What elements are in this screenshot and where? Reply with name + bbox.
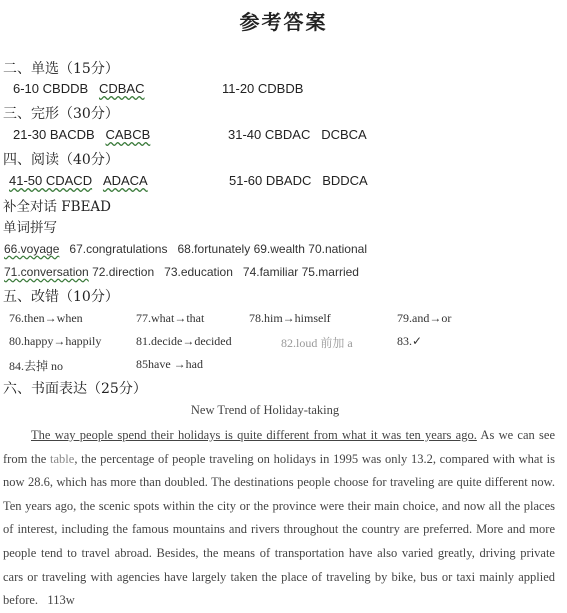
spelling-heading: 单词拼写 [3, 220, 57, 236]
section-5-heading: 五、改错（10分） [3, 289, 119, 305]
correction-78: 78.him→himself [249, 311, 331, 325]
answers-51-60-b: BDDCA [322, 173, 368, 188]
spelling-74: 74.familiar [242, 265, 299, 279]
answers-41-50: 41-50 CDACD [9, 173, 93, 188]
spelling-66: 66.voyage [4, 242, 60, 256]
essay-text-table: table [50, 451, 75, 466]
spelling-line-1 [4, 242, 367, 256]
section-2-answers-6-10 [13, 81, 145, 96]
page-title: 参考答案 [239, 10, 328, 34]
correction-76: 76.then→when [9, 311, 83, 325]
spelling-67: 67.congratulations [69, 242, 168, 256]
answers-51-60: 51-60 DBADC [229, 173, 312, 188]
spelling-72: 72.direction [92, 265, 155, 279]
spelling-71: 71.conversation [4, 265, 89, 279]
answers-6-10: 6-10 CBDDB [13, 81, 89, 96]
essay-topic-sentence: The way people spend their holidays is quite different from what it was ten years ago. [31, 428, 477, 442]
essay-text-b: , the percentage of people traveling on holidays in 1995 was only 13.2, compared with what is now 28.6, which has more than doubled. The destinations people choose for traveling are quite different now. Ten years ago, the scenic spots within the city or the province were their main choice, and now all the places of interest, including the famous mountains and rivers throughout the country are preferred. More and more people tend to travel abroad. Besides, the means of transportation have also varied greatly, driving private cars or traveling with agencies have largely taken the place of traveling by bike, bus or taxi mainly applied before. [3, 451, 555, 608]
correction-80: 80.happy→happily [9, 334, 102, 348]
section-4-answers-41-50 [9, 173, 148, 188]
answers-31-40: 31-40 CBDAC [228, 127, 311, 142]
section-4-heading: 四、阅读（40分） [3, 152, 119, 168]
answers-21-30-b: CABCB [105, 127, 151, 142]
correction-81: 81.decide→decided [136, 334, 232, 348]
spelling-line-2 [4, 265, 359, 279]
essay-text-a: As we can see from the [3, 428, 555, 466]
essay-title: New Trend of Holiday-taking [190, 403, 340, 417]
answers-31-40-b: DCBCA [321, 127, 367, 142]
correction-85: 85have →had [136, 357, 203, 371]
word-count: 113w [47, 593, 75, 608]
dialogue-answers: 补全对话 FBEAD [3, 199, 112, 215]
correction-82: 82.loud 前加 a [281, 336, 353, 350]
essay-body [3, 424, 555, 613]
section-3-heading: 三、完形（30分） [3, 106, 119, 122]
correction-77: 77.what→that [136, 311, 205, 325]
answers-41-50-b: ADACA [102, 173, 148, 188]
correction-79: 79.and→or [397, 311, 452, 325]
section-3-answers-31-40 [228, 127, 367, 142]
spelling-73: 73.education [164, 265, 233, 279]
spelling-70: 70.national [308, 242, 367, 256]
answers-6-10-b: CDBAC [98, 81, 145, 96]
section-6-heading: 六、书面表达（25分） [3, 381, 147, 397]
answers-21-30: 21-30 BACDB [13, 127, 95, 142]
spelling-69: 69.wealth [253, 242, 305, 256]
section-2-answers-11-20: 11-20 CDBDB [222, 81, 304, 96]
spelling-68: 68.fortunately [177, 242, 251, 256]
spelling-75: 75.married [301, 265, 359, 279]
section-2-heading: 二、单选（15分） [3, 61, 119, 77]
section-3-answers-21-30 [13, 127, 150, 142]
correction-83: 83.✓ [397, 334, 423, 348]
correction-84: 84.去掉 no [9, 359, 64, 373]
section-4-answers-51-60 [229, 173, 368, 188]
essay-paragraph [3, 424, 555, 613]
